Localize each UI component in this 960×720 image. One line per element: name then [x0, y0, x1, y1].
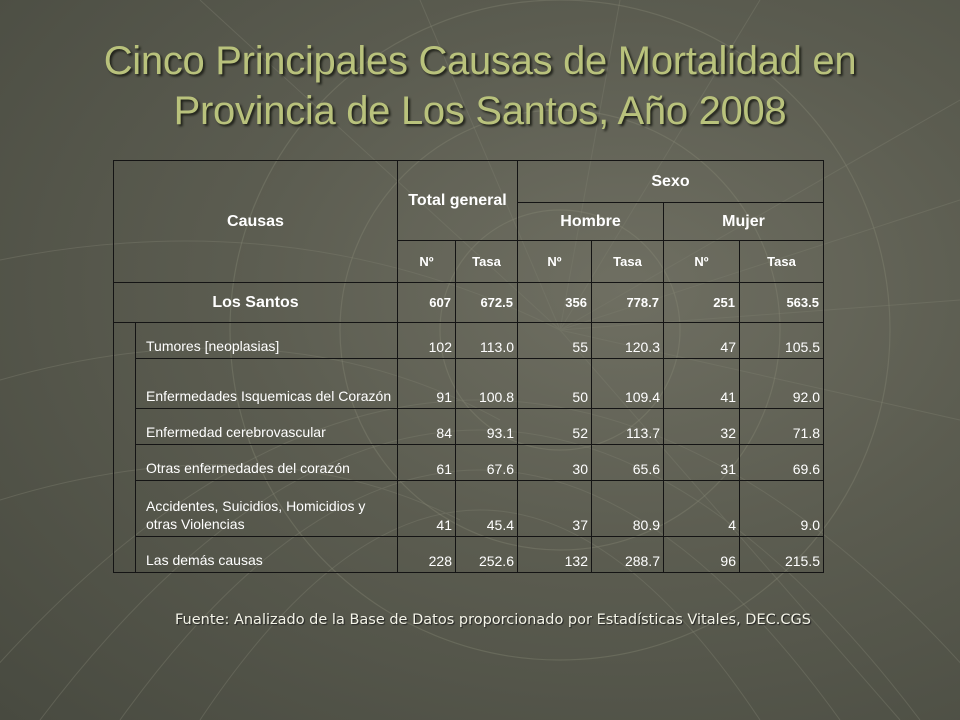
- mujer-n-cell: 47: [664, 323, 740, 359]
- table-total-row: [114, 283, 824, 323]
- total-row-hombre-n: 356: [518, 283, 592, 323]
- header-causas: Causas: [114, 161, 398, 283]
- hombre-n-cell: 132: [518, 537, 592, 573]
- total-row-hombre-tasa: 778.7: [592, 283, 664, 323]
- mujer-tasa-cell: 92.0: [740, 359, 824, 409]
- header-mujer-tasa: Tasa: [740, 241, 824, 283]
- header-sexo: Sexo: [518, 161, 824, 203]
- total-row-total-n: 607: [398, 283, 456, 323]
- hombre-tasa-cell: 65.6: [592, 445, 664, 481]
- hombre-n-cell: 52: [518, 409, 592, 445]
- header-total-general: Total general: [398, 161, 518, 241]
- total-row-mujer-n: 251: [664, 283, 740, 323]
- total-tasa-cell: 252.6: [456, 537, 518, 573]
- mujer-tasa-cell: 69.6: [740, 445, 824, 481]
- table-row: [114, 323, 824, 359]
- table-row: [114, 409, 824, 445]
- total-row-label: Los Santos: [114, 283, 398, 323]
- mujer-n-cell: 41: [664, 359, 740, 409]
- header-hombre-num: Nº: [518, 241, 592, 283]
- total-tasa-cell: 45.4: [456, 481, 518, 537]
- total-n-cell: 102: [398, 323, 456, 359]
- mujer-tasa-cell: 9.0: [740, 481, 824, 537]
- cause-cell: Las demás causas: [136, 537, 398, 573]
- total-n-cell: 61: [398, 445, 456, 481]
- total-tasa-cell: 67.6: [456, 445, 518, 481]
- total-n-cell: 84: [398, 409, 456, 445]
- mujer-n-cell: 32: [664, 409, 740, 445]
- header-mujer: Mujer: [664, 203, 824, 241]
- indent-cell: [114, 323, 136, 573]
- cause-cell: Tumores [neoplasias]: [136, 323, 398, 359]
- header-total-num: Nº: [398, 241, 456, 283]
- hombre-n-cell: 37: [518, 481, 592, 537]
- hombre-tasa-cell: 120.3: [592, 323, 664, 359]
- total-tasa-cell: 113.0: [456, 323, 518, 359]
- mujer-tasa-cell: 71.8: [740, 409, 824, 445]
- cause-cell: Enfermedad cerebrovascular: [136, 409, 398, 445]
- hombre-tasa-cell: 113.7: [592, 409, 664, 445]
- cause-cell: Enfermedades Isquemicas del Corazón: [136, 359, 398, 409]
- header-hombre-tasa: Tasa: [592, 241, 664, 283]
- mujer-n-cell: 96: [664, 537, 740, 573]
- hombre-n-cell: 50: [518, 359, 592, 409]
- source-note: Fuente: Analizado de la Base de Datos proporcionado por Estadísticas Vitales, DEC.CGS: [175, 612, 811, 628]
- cause-cell: Otras enfermedades del corazón: [136, 445, 398, 481]
- mujer-tasa-cell: 215.5: [740, 537, 824, 573]
- total-tasa-cell: 93.1: [456, 409, 518, 445]
- mortality-table: [113, 160, 824, 573]
- mujer-tasa-cell: 105.5: [740, 323, 824, 359]
- header-mujer-num: Nº: [664, 241, 740, 283]
- hombre-tasa-cell: 109.4: [592, 359, 664, 409]
- table-row: [114, 481, 824, 537]
- total-n-cell: 91: [398, 359, 456, 409]
- hombre-tasa-cell: 80.9: [592, 481, 664, 537]
- table-row: [114, 359, 824, 409]
- total-n-cell: 41: [398, 481, 456, 537]
- title-line-1: Cinco Principales Causas de Mortalidad en: [103, 39, 857, 83]
- slide-title: [40, 36, 920, 136]
- total-tasa-cell: 100.8: [456, 359, 518, 409]
- mujer-n-cell: 31: [664, 445, 740, 481]
- table-row: [114, 445, 824, 481]
- total-row-total-tasa: 672.5: [456, 283, 518, 323]
- header-total-tasa: Tasa: [456, 241, 518, 283]
- total-row-mujer-tasa: 563.5: [740, 283, 824, 323]
- total-n-cell: 228: [398, 537, 456, 573]
- cause-cell: Accidentes, Suicidios, Homicidios y otras Violencias: [136, 481, 398, 537]
- title-line-2: Provincia de Los Santos, Año 2008: [173, 89, 787, 133]
- header-hombre: Hombre: [518, 203, 664, 241]
- table-row: [114, 537, 824, 573]
- mujer-n-cell: 4: [664, 481, 740, 537]
- hombre-n-cell: 30: [518, 445, 592, 481]
- hombre-tasa-cell: 288.7: [592, 537, 664, 573]
- hombre-n-cell: 55: [518, 323, 592, 359]
